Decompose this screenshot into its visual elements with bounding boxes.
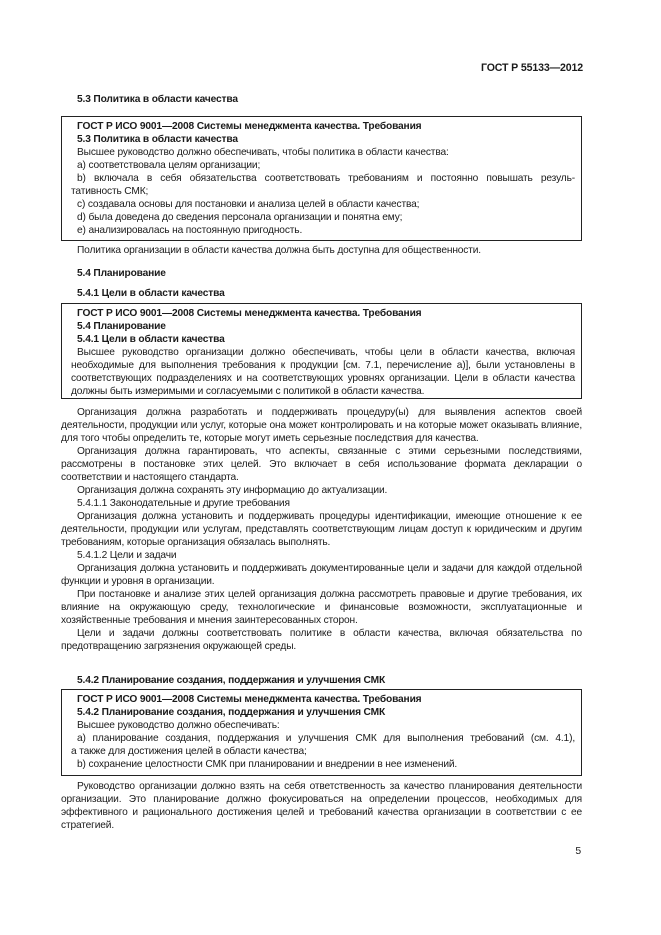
paragraph-planning: Руководство организации должно взять на себя ответственность за качество планирования деятельности организации. Это планирование должно фокусироваться на определении процессов, необходимых для эффективного и рационального достижения целей и требований качества организации в соответствии с ее стратегией. xyxy=(61,781,582,831)
paragraph-text: Политика организации в области качества должна быть доступна для общественности. xyxy=(77,245,481,256)
quoted-body: Высшее руководство организации должно обеспечивать, чтобы цели в области качества, включая необходимые для выполнения требования к продукции [см. 7.1, перечисление а)], были установлены в соответствующих подразделениях и на соответствующих уровнях организации. Цели в области качества должны быть измеримыми и согласуемыми с политикой в области качества. xyxy=(71,347,575,397)
quoted-standard-box-5-3 xyxy=(61,116,582,241)
subsection-heading-5-4-1: 5.4.1 Цели в области качества xyxy=(77,288,225,299)
quoted-standard-box-5-4-1 xyxy=(61,303,582,399)
quoted-clause-title: 5.4.2 Планирование создания, поддержания и улучшения СМК xyxy=(77,707,386,718)
paragraph-objectives: Организация должна установить и поддерживать документированные цели и задачи для каждой отдельной функции и уровня в организации. xyxy=(61,563,582,587)
paragraph-policy-public xyxy=(61,244,582,257)
subsection-heading-5-4-2: 5.4.2 Планирование создания, поддержания и улучшения СМК xyxy=(77,675,386,686)
page-number: 5 xyxy=(575,846,581,857)
list-item-d: d) была доведена до сведения персонала организации и понятна ему; xyxy=(77,212,403,223)
clause-heading-5-4-1-2: 5.4.1.2 Цели и задачи xyxy=(77,550,177,561)
section-heading-5-3: 5.3 Политика в области качества xyxy=(77,94,238,105)
paragraph-legal: Организация должна установить и поддерживать процедуры идентификации, имеющие отношение к ее деятельности, продукции или услугам, представлять соответствующим лицам доступ к юридическим и другим требованиям, которые организация обязалась выполнять. xyxy=(61,511,582,548)
body-text-5-4-1 xyxy=(61,406,582,653)
list-item-b: b) сохранение целостности СМК при планировании и внедрении в нее изменений. xyxy=(77,759,458,770)
quoted-subclause-title: 5.4.1 Цели в области качества xyxy=(77,334,225,345)
paragraph-aspects: Организация должна разработать и поддерживать процедуру(ы) для выявления аспектов своей деятельности, продукции или услуг, которые она может контролировать и на которые может оказывать влияние, для того чтобы определить те, которые могут иметь серьезные последствия для качества. xyxy=(61,407,582,444)
quoted-standard-box-5-4-2 xyxy=(61,689,582,776)
list-item-b: b) включала в себя обязательства соответствовать требованиям и постоянно повышать резуль- xyxy=(77,173,575,184)
quoted-intro: Высшее руководство должно обеспечивать, чтобы политика в области качества: xyxy=(77,147,449,158)
list-item-e: e) анализировалась на постоянную пригодность. xyxy=(77,225,303,236)
list-item-b-continued: тативность СМК; xyxy=(71,186,149,197)
paragraph-keep-info: Организация должна сохранять эту информацию до актуализации. xyxy=(77,485,388,496)
list-item-c: c) создавала основы для постановки и анализа целей в области качества; xyxy=(77,199,420,210)
quoted-intro: Высшее руководство должно обеспечивать: xyxy=(77,720,280,731)
standard-reference: ГОСТ Р ИСО 9001—2008 Системы менеджмента качества. Требования xyxy=(77,308,422,319)
quoted-clause-title: 5.3 Политика в области качества xyxy=(77,134,238,145)
list-item-a-continued: а также для достижения целей в области качества; xyxy=(71,746,307,757)
clause-heading-5-4-1-1: 5.4.1.1 Законодательные и другие требования xyxy=(77,498,290,509)
paragraph-analysis: При постановке и анализе этих целей организация должна рассмотреть правовые и другие требования, их влияние на окружающую среду, технологические и финансовые возможности, эксплуатационные и хозяйственные требования и мнения заинтересованных сторон. xyxy=(61,589,582,626)
list-item-a: а) планирование создания, поддержания и улучшения СМК для выполнения требований (см. 4.1), xyxy=(77,733,575,744)
paragraph-guarantee: Организация должна гарантировать, что аспекты, связанные с этими серьезными последствиями, рассмотрены в постановке этих целей. Это включает в себя использование формата декларации о соответствии и настоящего стандарта. xyxy=(61,446,582,483)
document-code-header: ГОСТ Р 55133—2012 xyxy=(481,62,583,74)
paragraph-pollution: Цели и задачи должны соответствовать политике в области качества, включая обязательства по предотвращению загрязнения окружающей среды. xyxy=(61,628,582,652)
standard-reference: ГОСТ Р ИСО 9001—2008 Системы менеджмента качества. Требования xyxy=(77,694,422,705)
list-item-a: a) соответствовала целям организации; xyxy=(77,160,261,171)
body-text-5-4-2 xyxy=(61,780,582,832)
section-heading-5-4: 5.4 Планирование xyxy=(77,268,166,279)
standard-reference: ГОСТ Р ИСО 9001—2008 Системы менеджмента качества. Требования xyxy=(77,121,422,132)
quoted-clause-title: 5.4 Планирование xyxy=(77,321,166,332)
